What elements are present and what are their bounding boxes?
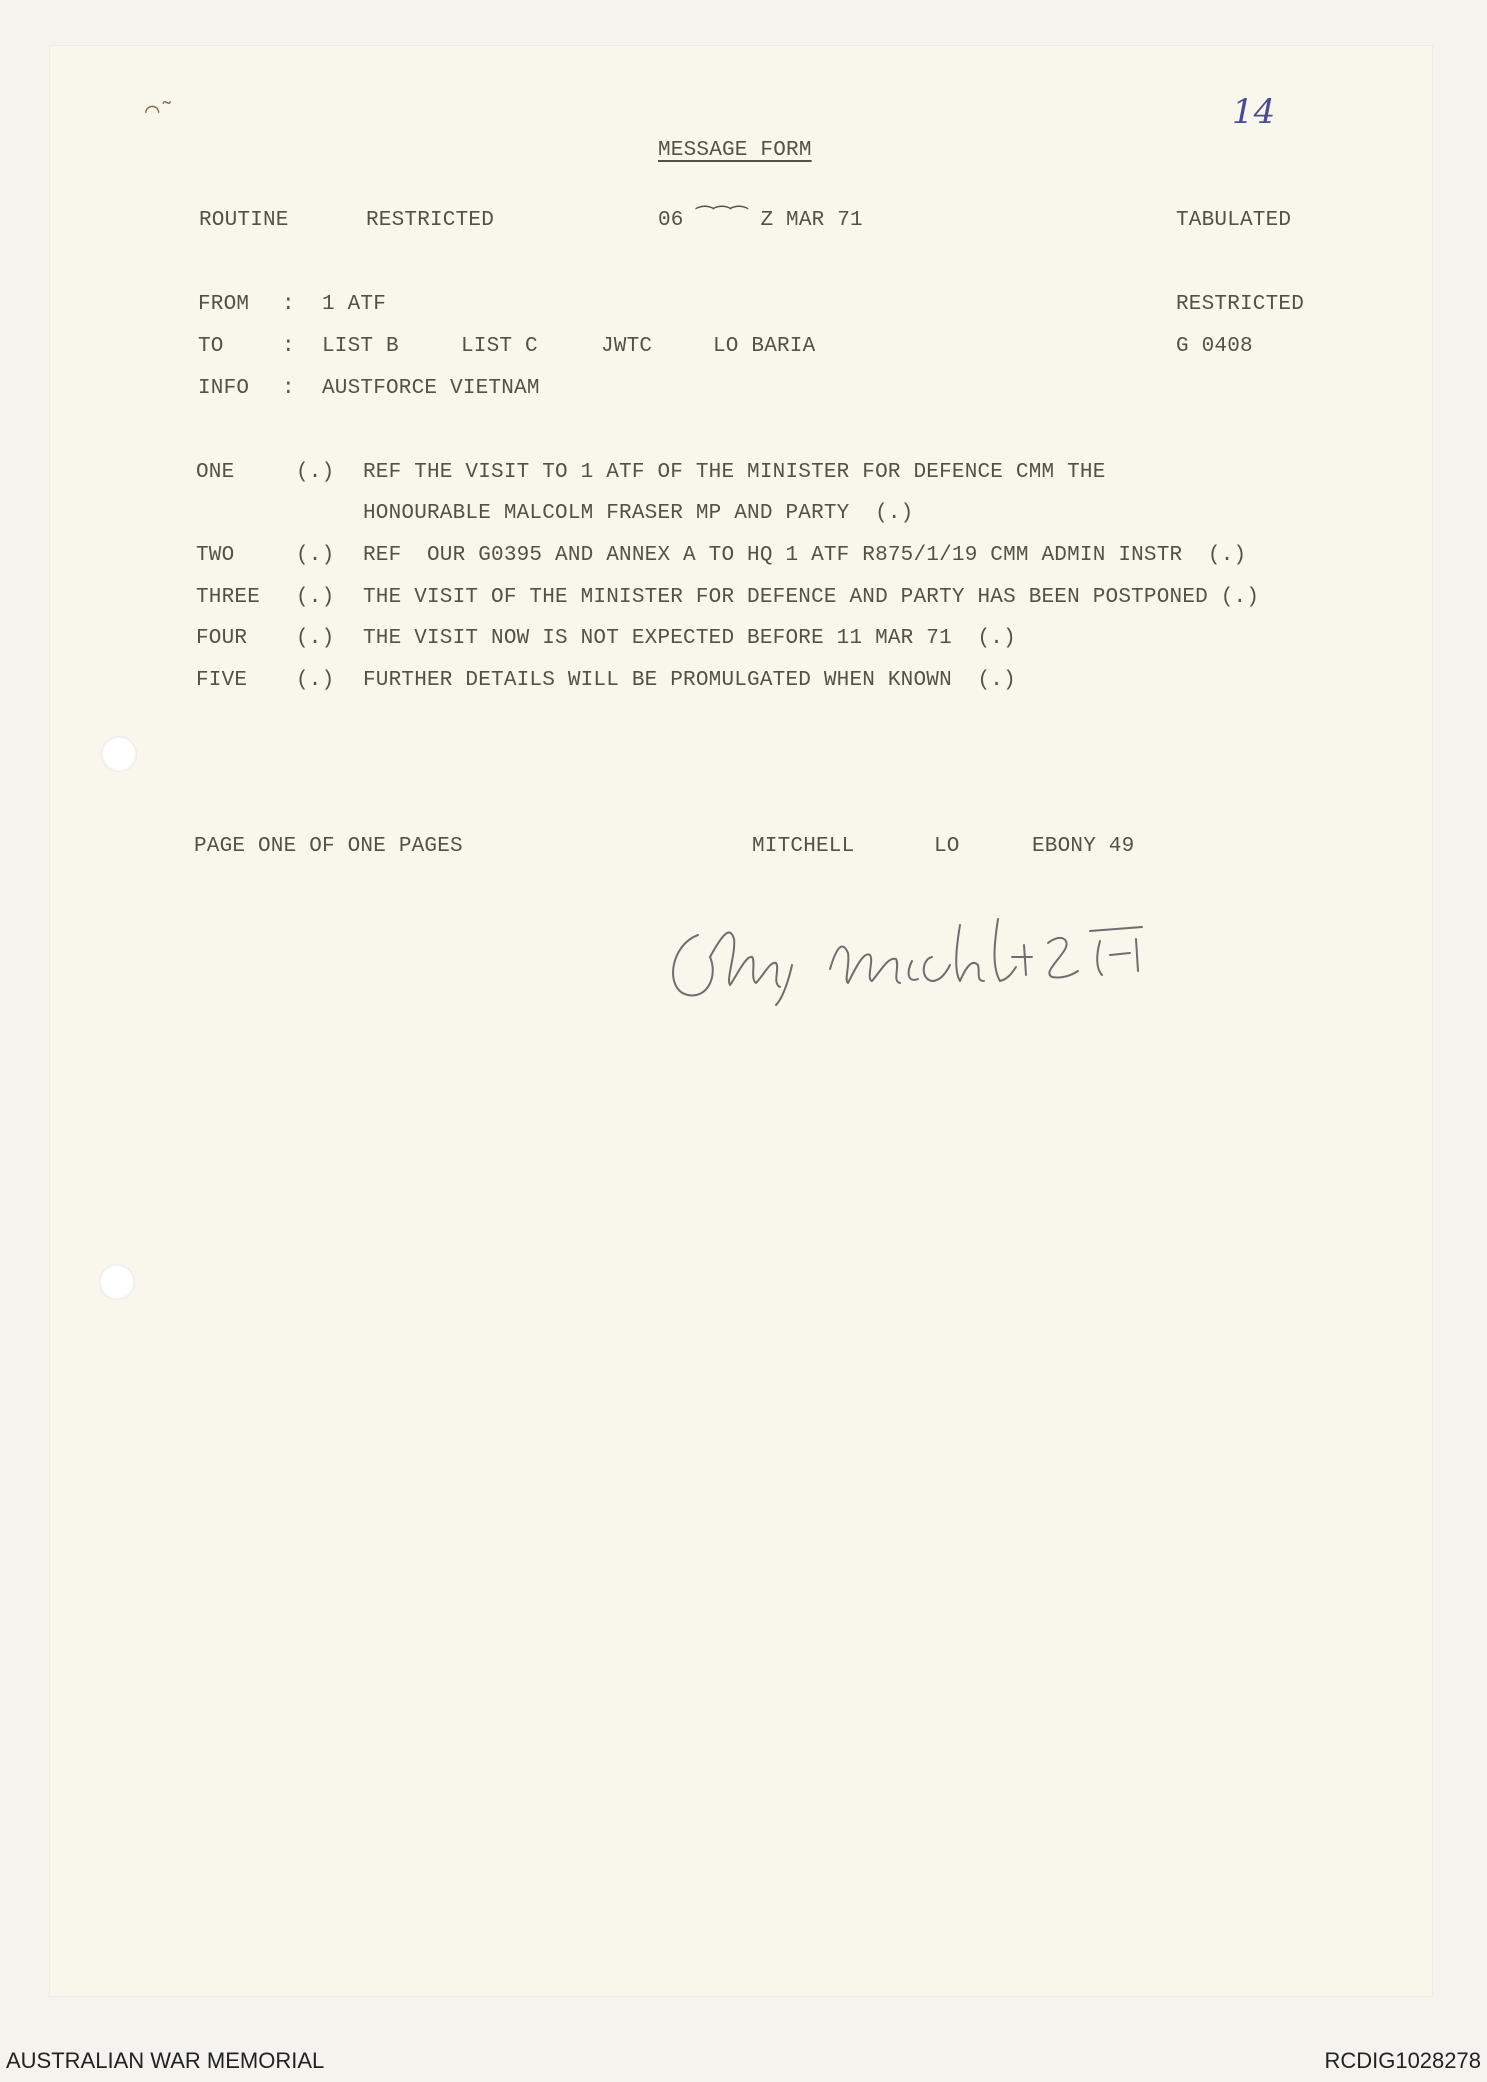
footer-archive-name: AUSTRALIAN WAR MEMORIAL bbox=[6, 2048, 325, 2073]
date-time-group: 06 ⁀⁀⁀ Z MAR 71 bbox=[658, 209, 863, 232]
to-list-c: LIST C bbox=[461, 335, 538, 358]
from-value: 1 ATF bbox=[322, 293, 387, 316]
to-jwtc: JWTC bbox=[601, 335, 653, 358]
paragraph-text: THE VISIT OF THE MINISTER FOR DEFENCE AND PARTY HAS BEEN POSTPONED (.) bbox=[363, 586, 1260, 609]
originator-callsign: EBONY 49 bbox=[1032, 835, 1135, 858]
footer-record-id: RCDIG1028278 bbox=[1324, 2048, 1481, 2073]
punch-hole-top bbox=[101, 736, 137, 772]
handwritten-signature bbox=[660, 895, 1200, 1015]
to-colon: : bbox=[282, 335, 295, 358]
paragraph-marker: (.) bbox=[296, 461, 335, 484]
paragraph-text: HONOURABLE MALCOLM FRASER MP AND PARTY (.) bbox=[363, 502, 914, 525]
originator-role: LO bbox=[934, 835, 960, 858]
paragraph-text: THE VISIT NOW IS NOT EXPECTED BEFORE 11 MAR 71 (.) bbox=[363, 627, 1016, 650]
info-colon: : bbox=[282, 377, 295, 400]
paragraph-number: THREE bbox=[196, 586, 261, 609]
document-title: MESSAGE FORM bbox=[658, 139, 812, 162]
paragraph-marker: (.) bbox=[296, 669, 335, 692]
page-count-line: PAGE ONE OF ONE PAGES bbox=[194, 835, 463, 858]
to-lo-baria: LO BARIA bbox=[713, 335, 816, 358]
paragraph-number: FIVE bbox=[196, 669, 248, 692]
paragraph-marker: (.) bbox=[296, 627, 335, 650]
from-label: FROM bbox=[198, 293, 250, 316]
tabulated-label: TABULATED bbox=[1176, 209, 1292, 232]
to-list-b: LIST B bbox=[322, 335, 399, 358]
punch-hole-bottom bbox=[99, 1264, 135, 1300]
right-classification: RESTRICTED bbox=[1176, 293, 1305, 316]
paragraph-marker: (.) bbox=[296, 586, 335, 609]
handwritten-page-number: 14 bbox=[1232, 92, 1276, 132]
paragraph-number: ONE bbox=[196, 461, 235, 484]
pen-mark: ⌒˜ bbox=[145, 99, 174, 126]
precedence: ROUTINE bbox=[199, 209, 289, 232]
classification: RESTRICTED bbox=[366, 209, 495, 232]
message-reference: G 0408 bbox=[1176, 335, 1253, 358]
info-value: AUSTFORCE VIETNAM bbox=[322, 377, 540, 400]
paragraph-text: REF OUR G0395 AND ANNEX A TO HQ 1 ATF R875/1/19 CMM ADMIN INSTR (.) bbox=[363, 544, 1247, 567]
paragraph-marker: (.) bbox=[296, 544, 335, 567]
originator-name: MITCHELL bbox=[752, 835, 855, 858]
info-label: INFO bbox=[198, 377, 250, 400]
paragraph-text: FURTHER DETAILS WILL BE PROMULGATED WHEN KNOWN (.) bbox=[363, 669, 1016, 692]
from-colon: : bbox=[282, 293, 295, 316]
paragraph-text: REF THE VISIT TO 1 ATF OF THE MINISTER FOR DEFENCE CMM THE bbox=[363, 461, 1106, 484]
paragraph-number: TWO bbox=[196, 544, 235, 567]
paragraph-number: FOUR bbox=[196, 627, 248, 650]
to-label: TO bbox=[198, 335, 224, 358]
